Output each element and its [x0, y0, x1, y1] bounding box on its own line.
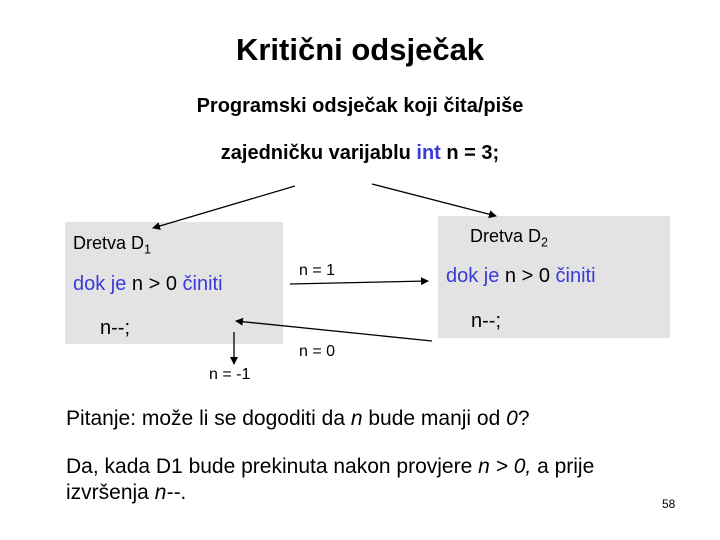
arrow-to-thread-d1 [153, 186, 295, 228]
message-n-equals-0: n = 0 [299, 343, 336, 360]
thread-d2-name: Dretva D [470, 226, 542, 246]
arrow-n-equals-0 [236, 321, 432, 341]
message-n-equals-1: n = 1 [299, 262, 336, 279]
thread-d1-subscript: 1 [144, 242, 152, 257]
question-text [66, 407, 530, 431]
int-keyword: int [416, 142, 441, 164]
arrow-to-thread-d2 [372, 184, 496, 216]
subtitle-line-2-prefix: zajedničku varijablu [220, 142, 417, 164]
answer-part-3: izvršenja [66, 481, 155, 504]
answer-part-1: Da, kada D1 bude prekinuta nakon provjere [66, 455, 479, 478]
thread-d2-subscript: 2 [541, 235, 549, 250]
answer-end: . [180, 481, 187, 504]
thread-d2-loop-ciniti: činiti [555, 265, 596, 287]
thread-d2-statement: n--; [471, 310, 501, 332]
thread-d1-loop-dok: dok je [73, 273, 127, 295]
thread-d1-name: Dretva D [73, 233, 145, 253]
thread-d1-loop-ciniti: činiti [182, 273, 223, 295]
slide-title: Kritični odsječak [235, 32, 485, 67]
answer-part-2: a prije [531, 455, 595, 478]
question-variable: n [350, 407, 363, 430]
answer-condition: n > 0, [478, 455, 532, 478]
thread-d1-loop-condition: n > 0 [126, 273, 183, 295]
subtitle-line-1: Programski odsječak koji čita/piše [196, 95, 524, 117]
question-zero: 0 [506, 407, 518, 430]
subtitle-line-2-suffix: n = 3; [440, 142, 500, 164]
answer-line-1 [66, 455, 594, 479]
thread-d2-loop-dok: dok je [446, 265, 500, 287]
question-suffix: ? [517, 407, 530, 430]
answer-statement: n-- [154, 481, 181, 504]
thread-d2-loop-condition: n > 0 [499, 265, 556, 287]
page-number: 58 [662, 497, 676, 511]
question-prefix: Pitanje: može li se dogoditi da [66, 407, 351, 430]
answer-line-2 [66, 481, 186, 505]
question-middle: bude manji od [362, 407, 507, 430]
result-n-equals-minus-1: n = -1 [209, 366, 251, 383]
arrow-n-equals-1 [290, 281, 428, 284]
thread-d1-statement: n--; [100, 317, 130, 339]
